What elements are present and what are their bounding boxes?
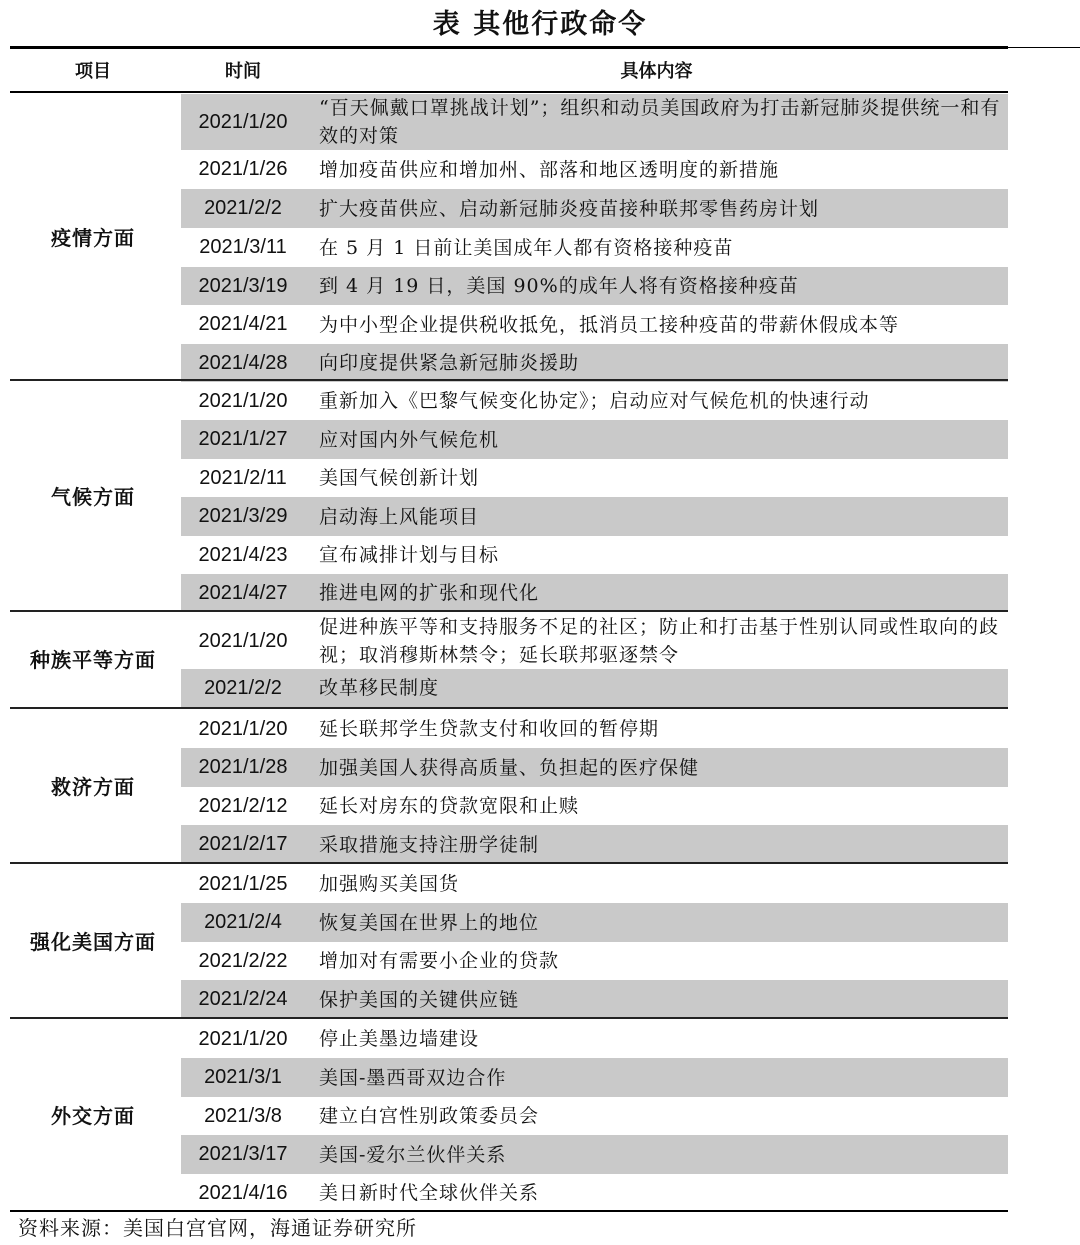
row-date: 2021/2/2 xyxy=(204,197,282,219)
table-row xyxy=(181,536,1008,574)
group-divider xyxy=(10,707,1008,709)
row-date: 2021/3/1 xyxy=(204,1066,282,1088)
row-content: 重新加入《巴黎气候变化协定》；启动应对气候危机的快速行动 xyxy=(319,390,870,412)
row-date: 2021/1/28 xyxy=(198,756,288,778)
table-row xyxy=(181,825,1008,864)
table-row xyxy=(181,382,1008,420)
group-divider xyxy=(10,379,1008,381)
table-row xyxy=(181,1058,1008,1097)
row-content: 保护美国的关键供应链 xyxy=(319,988,520,1011)
table-row xyxy=(181,228,1008,267)
row-date: 2021/2/11 xyxy=(199,467,287,489)
table-row xyxy=(181,1135,1008,1174)
table-row xyxy=(181,94,1008,150)
row-content: 启动海上风能项目 xyxy=(319,505,480,528)
group-divider xyxy=(10,610,1008,612)
top-rule-extension xyxy=(1008,47,1080,48)
row-content: 应对国内外气候危机 xyxy=(319,428,500,451)
table-row xyxy=(181,150,1008,189)
row-date: 2021/1/20 xyxy=(198,390,288,412)
row-content: 向印度提供紧急新冠肺炎援助 xyxy=(319,352,580,374)
row-date: 2021/3/11 xyxy=(199,236,287,258)
row-content: 加强购买美国货 xyxy=(319,873,460,895)
row-date: 2021/3/8 xyxy=(204,1105,282,1127)
table-row xyxy=(181,267,1008,305)
group-divider xyxy=(10,862,1008,864)
row-date: 2021/2/12 xyxy=(198,795,288,817)
row-content: 宣布减排计划与目标 xyxy=(319,544,500,566)
row-content: 采取措施支持注册学徒制 xyxy=(319,833,540,856)
source-note: 资料来源：美国白宫官网，海通证券研究所 xyxy=(18,1216,417,1240)
row-date: 2021/2/17 xyxy=(198,833,288,855)
table-row xyxy=(181,865,1008,903)
row-content: 延长对房东的贷款宽限和止赎 xyxy=(319,795,580,817)
row-content: 美国气候创新计划 xyxy=(319,467,480,489)
table-row xyxy=(181,189,1008,228)
row-content: 到 4 月 19 日，美国 90%的成年人将有资格接种疫苗 xyxy=(319,275,799,297)
row-date: 2021/1/25 xyxy=(198,873,288,895)
group-divider xyxy=(10,1017,1008,1019)
row-content: 美国-爱尔兰伙伴关系 xyxy=(319,1143,507,1166)
table-row xyxy=(181,305,1008,344)
header-item: 项目 xyxy=(75,61,111,82)
row-content: 推进电网的扩张和现代化 xyxy=(319,582,540,604)
row-date: 2021/1/27 xyxy=(198,428,288,450)
table-row xyxy=(181,980,1008,1019)
row-date: 2021/1/26 xyxy=(198,158,288,180)
category-label: 气候方面 xyxy=(51,485,135,509)
table-title: 表 其他行政命令 xyxy=(432,9,648,40)
table-row xyxy=(181,497,1008,536)
row-content: 建立白宫性别政策委员会 xyxy=(319,1105,540,1127)
top-rule xyxy=(10,46,1008,49)
row-date: 2021/4/28 xyxy=(198,352,288,374)
row-content: 促进种族平等和支持服务不足的社区；防止和打击基于性别认同或性取向的歧视；取消穆斯林禁令；延长联邦驱逐禁令 xyxy=(319,616,1000,666)
row-content: 停止美墨边墙建设 xyxy=(319,1028,480,1050)
header-rule xyxy=(10,91,1008,93)
category-label: 强化美国方面 xyxy=(30,930,156,954)
row-date: 2021/1/20 xyxy=(198,718,288,740)
category-label: 救济方面 xyxy=(51,775,135,799)
row-date: 2021/1/20 xyxy=(198,1028,288,1050)
table-row xyxy=(181,613,1008,669)
row-content: 美日新时代全球伙伴关系 xyxy=(319,1182,540,1204)
table-row xyxy=(181,1174,1008,1212)
table-row xyxy=(181,344,1008,382)
category-label: 疫情方面 xyxy=(51,226,135,250)
table-row xyxy=(181,903,1008,942)
row-content: 在 5 月 1 日前让美国成年人都有资格接种疫苗 xyxy=(319,236,734,259)
row-content: 改革移民制度 xyxy=(319,677,440,699)
row-date: 2021/1/20 xyxy=(198,630,288,652)
header-content: 具体内容 xyxy=(620,61,693,82)
table-row xyxy=(181,574,1008,612)
table-row xyxy=(181,669,1008,707)
row-content: 扩大疫苗供应、启动新冠肺炎疫苗接种联邦零售药房计划 xyxy=(319,197,820,220)
table-row xyxy=(181,748,1008,787)
row-content: 延长联邦学生贷款支付和收回的暂停期 xyxy=(319,718,660,740)
row-date: 2021/2/4 xyxy=(204,911,282,933)
row-content: 美国-墨西哥双边合作 xyxy=(319,1066,507,1089)
row-date: 2021/4/21 xyxy=(198,313,288,335)
row-content: 恢复美国在世界上的地位 xyxy=(319,911,540,934)
table-row xyxy=(181,787,1008,825)
row-date: 2021/3/17 xyxy=(198,1143,288,1165)
table-row xyxy=(181,459,1008,497)
category-label: 外交方面 xyxy=(51,1104,135,1128)
row-content: 增加疫苗供应和增加州、部落和地区透明度的新措施 xyxy=(319,158,780,181)
row-date: 2021/3/29 xyxy=(198,505,288,527)
category-label: 种族平等方面 xyxy=(30,648,156,672)
row-content: “百天佩戴口罩挑战计划”；组织和动员美国政府为打击新冠肺炎提供统一和有效的对策 xyxy=(319,97,1001,147)
table-row xyxy=(181,420,1008,459)
row-content: 为中小型企业提供税收抵免，抵消员工接种疫苗的带薪休假成本等 xyxy=(319,313,900,336)
table-row xyxy=(181,1097,1008,1135)
row-content: 增加对有需要小企业的贷款 xyxy=(319,950,560,972)
header-time: 时间 xyxy=(225,61,261,82)
row-date: 2021/4/16 xyxy=(198,1182,288,1204)
row-date: 2021/3/19 xyxy=(198,275,288,297)
table-row xyxy=(181,710,1008,748)
table-row xyxy=(181,942,1008,980)
row-content: 加强美国人获得高质量、负担起的医疗保健 xyxy=(319,756,700,779)
row-date: 2021/2/24 xyxy=(198,988,288,1010)
row-date: 2021/4/27 xyxy=(198,582,288,604)
row-date: 2021/1/20 xyxy=(198,111,288,133)
table-row xyxy=(181,1020,1008,1058)
row-date: 2021/2/2 xyxy=(204,677,282,699)
row-date: 2021/2/22 xyxy=(198,950,288,972)
row-date: 2021/4/23 xyxy=(198,544,288,566)
